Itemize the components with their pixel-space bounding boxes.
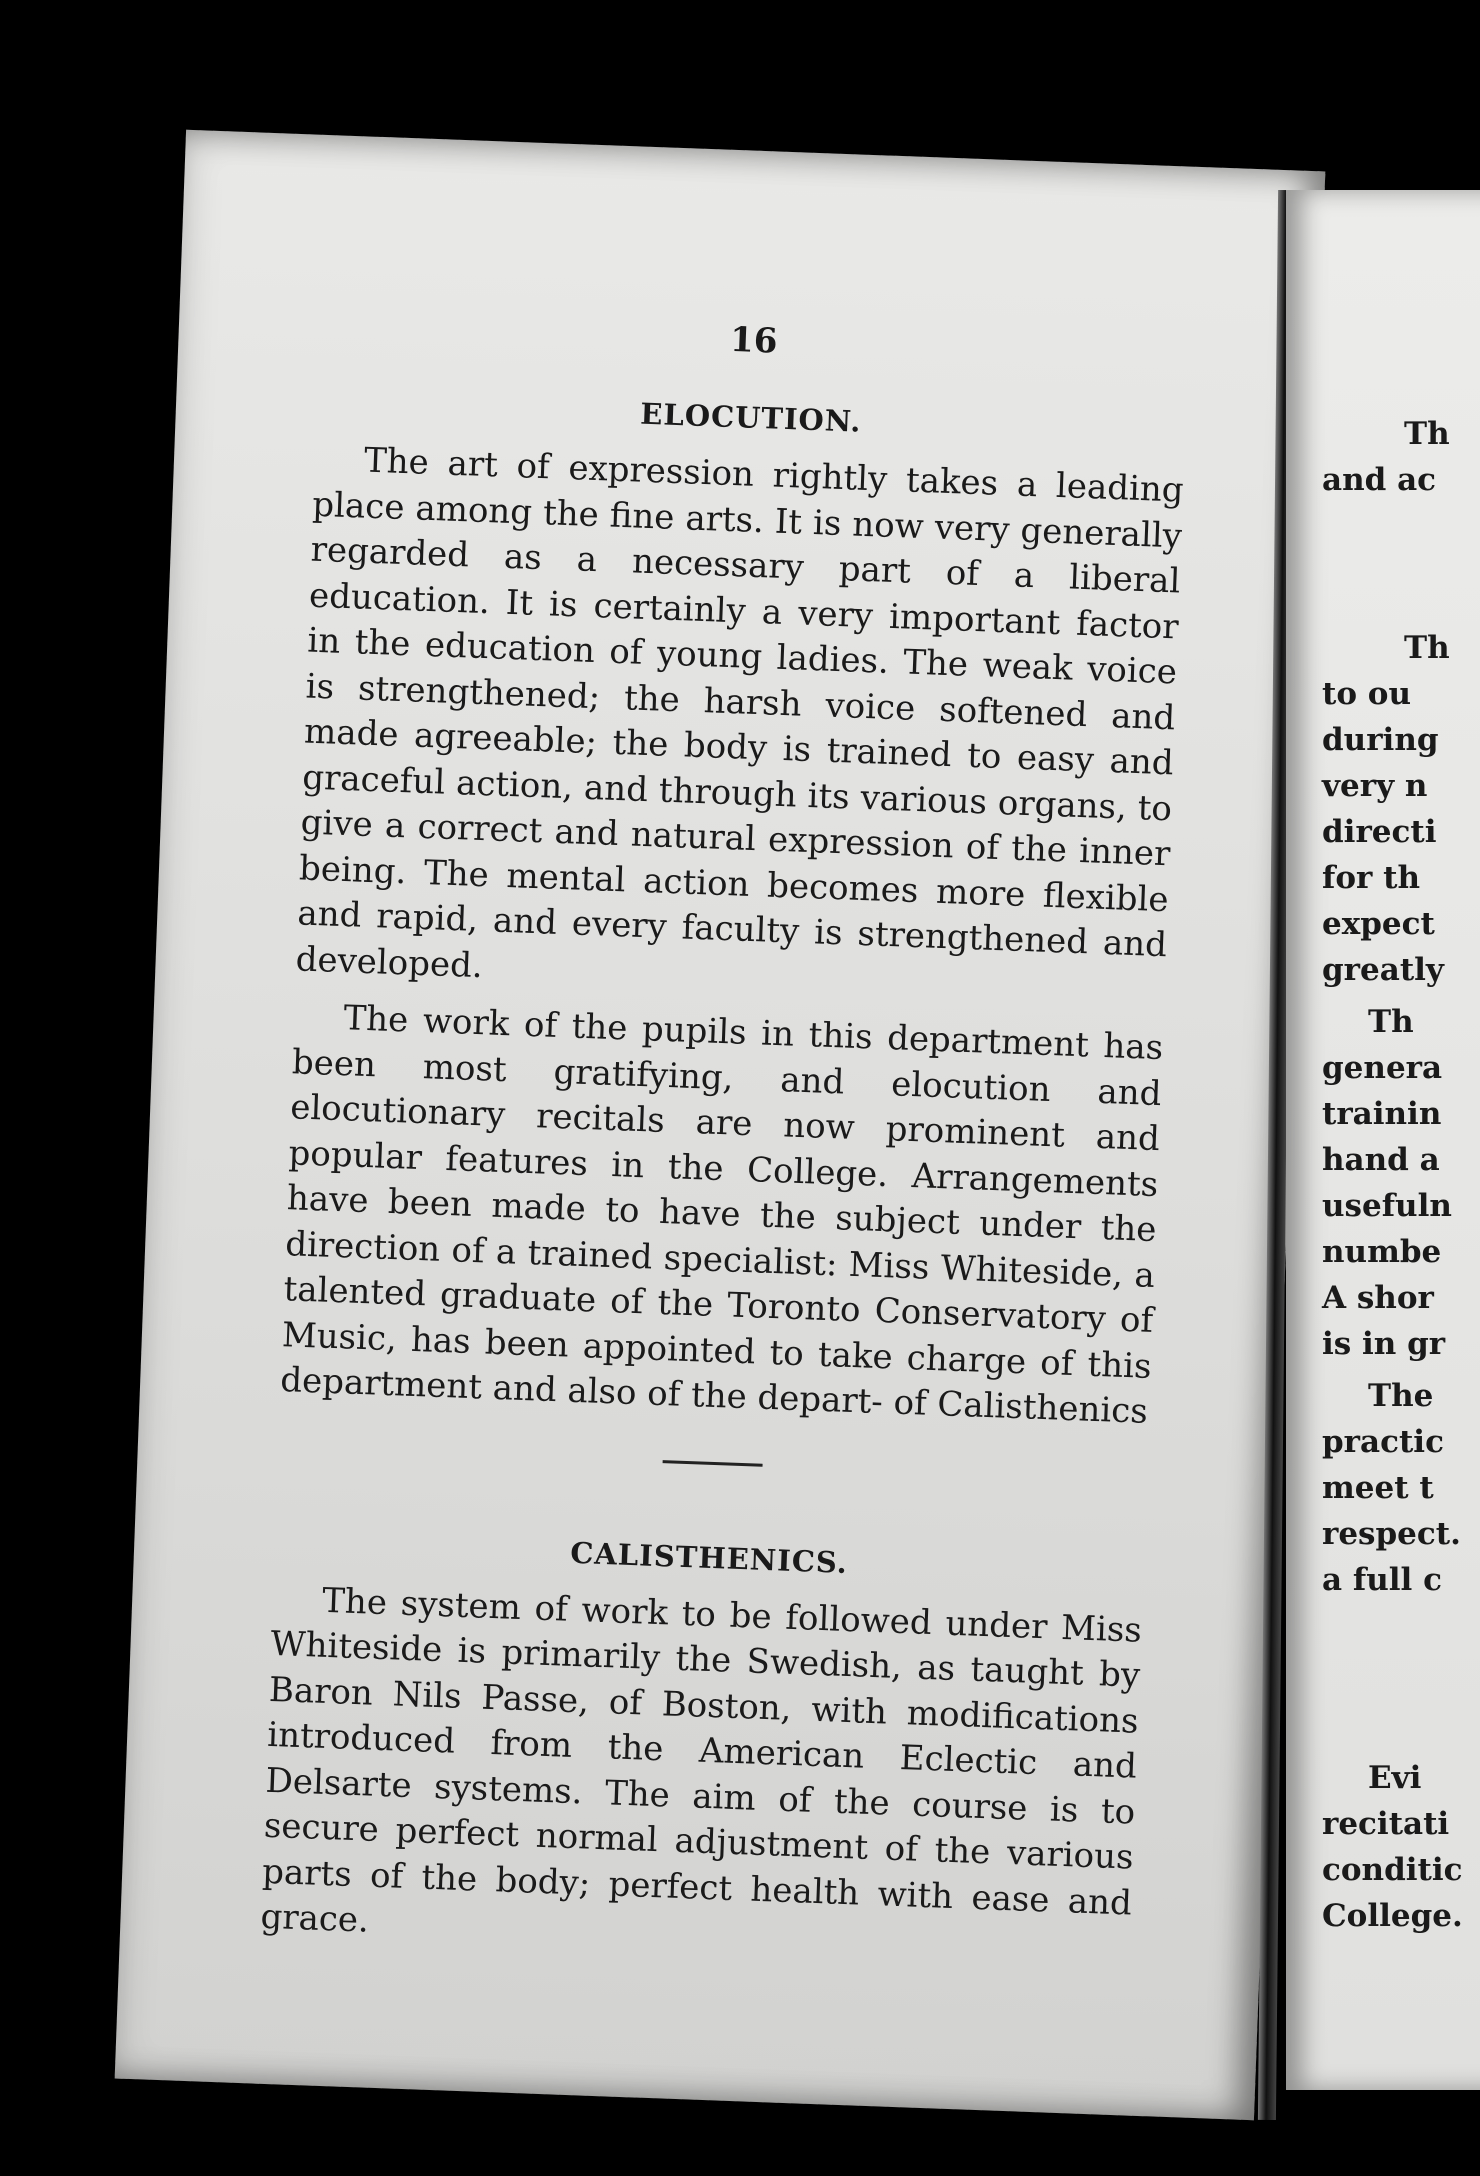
elocution-paragraph-2: The work of the pupils in this department has been most gratifying, and elocution and elocutionary recitals are now prominent and popular features in the College. Arrangements have been made to have the subject under the direction of a trained specialist: Miss Whiteside, a talented graduate of the Toronto Conservatory of Music, has been appointed to take charge of this department and also of the depart- of Calisthenics [279,998,1164,1432]
left-page-content [259,305,1189,1984]
fragment-line: A shor [1322,1280,1434,1316]
fragment-line: for th [1322,860,1420,896]
fragment-line: to ou [1322,676,1412,712]
fragment-line: Evi [1368,1760,1422,1796]
elocution-heading: ELOCUTION. [639,396,863,439]
fragment-line: usefuln [1322,1188,1452,1224]
fragment-line: trainin [1322,1096,1442,1132]
fragment-line: hand a [1322,1142,1440,1178]
fragment-line: expect [1322,906,1435,942]
fragment-line: genera [1322,1050,1443,1086]
fragment-line: greatly [1322,952,1444,988]
fragment-line: College. [1322,1898,1463,1934]
fragment-line: The [1368,1378,1434,1414]
fragment-line: practic [1322,1424,1444,1460]
fragment-line: directi [1322,814,1437,850]
fragment-line: recitati [1322,1806,1450,1842]
fragment-line: conditic [1322,1852,1463,1888]
calisthenics-heading: CALISTHENICS. [569,1535,849,1580]
fragment-line: is in gr [1322,1326,1446,1362]
fragment-line: a full c [1322,1562,1442,1598]
elocution-paragraph-1: The art of expression rightly takes a leading place among the fine arts. It is now very generally regarded as a necessary part of a liberal education. It is certainly a very important factor in the education of young ladies. The weak voice is strengthened; the harsh voice softened and made agreeable; the body is trained to easy and graceful action, and through its various organs, to give a correct and natural expression of the inner being. The mental action becomes more flexible and rapid, and every faculty is strengthened and developed. [295,440,1185,986]
left-page [115,130,1326,2120]
fragment-line: during [1322,722,1439,758]
fragment-line: and ac [1322,462,1437,498]
fragment-line: very n [1322,768,1428,804]
fragment-line: numbe [1322,1234,1442,1270]
calisthenics-paragraph-1: The system of work to be followed under Miss Whiteside is primarily the Swedish, as taught by Baron Nils Passe, of Boston, with modifications introduced from the American Eclectic and Delsarte systems. The aim of the course is to secure perfect normal adjustment of the various parts of the body; perfect health with ease and grace. [259,1580,1143,1941]
fragment-line: meet t [1322,1470,1434,1506]
fragment-line: respect. [1322,1516,1461,1552]
section-divider [663,1460,763,1467]
fragment-line: Th [1404,630,1450,666]
right-page [1286,190,1480,2090]
fragment-line: Th [1404,416,1450,452]
page-number: 16 [729,319,779,362]
fragment-line: Th [1368,1004,1414,1040]
